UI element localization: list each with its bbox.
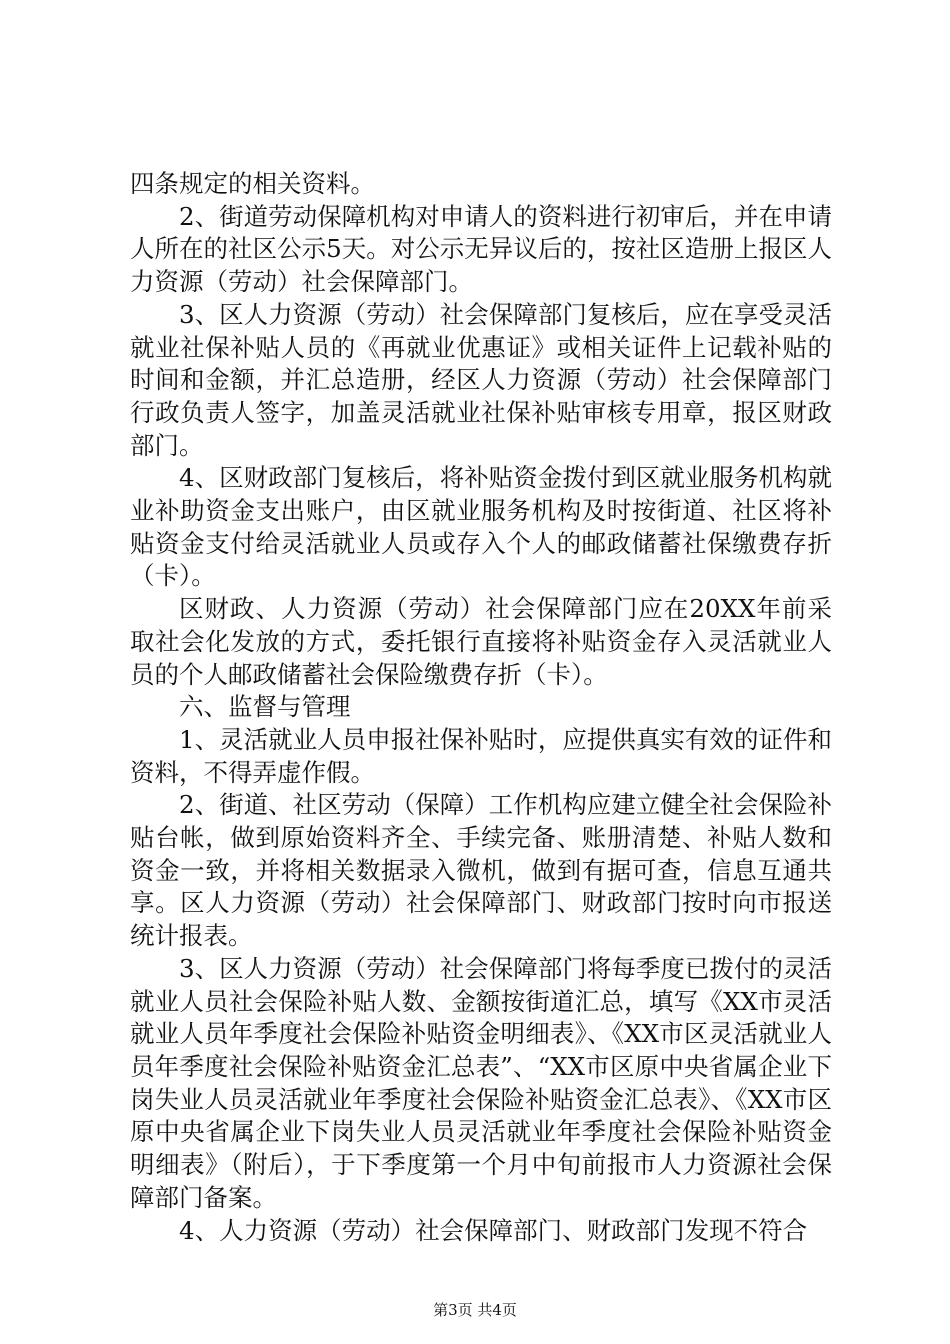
paragraph-item-4: 4、区财政部门复核后，将补贴资金拨付到区就业服务机构就业补助资金支出账户，由区就业服务机构及时按街道、社区将补贴资金支付给灵活就业人员或存入个人的邮政储蓄社保缴费存折（卡）。 [130, 463, 832, 591]
paragraph-item-1: 1、灵活就业人员申报社保补贴时，应提供真实有效的证件和资料，不得弄虚作假。 [130, 724, 832, 787]
document-body [130, 168, 832, 1247]
paragraph-item-2b: 2、街道、社区劳动（保障）工作机构应建立健全社会保险补贴台帐，做到原始资料齐全、手续完备、账册清楚、补贴人数和资金一致，并将相关数据录入微机，做到有据可查，信息互通共享。区人力资源（劳动）社会保障部门、财政部门按时向市报送统计报表。 [130, 790, 832, 951]
paragraph-item-3b: 3、区人力资源（劳动）社会保障部门将每季度已拨付的灵活就业人员社会保险补贴人数、金额按街道汇总，填写《XX市灵活就业人员年季度社会保险补贴资金明细表》、《XX市区灵活就业人员年季度社会保险补贴资金汇总表”、“XX市区原中央省属企业下岗失业人员灵活就业年季度社会保险补贴资金汇总表》、《XX市区原中央省属企业下岗失业人员灵活就业年季度社会保险补贴资金明细表》（附后），于下季度第一个月中旬前报市人力资源社会保障部门备案。 [130, 953, 832, 1212]
paragraph-item-3: 3、区人力资源（劳动）社会保障部门复核后，应在享受灵活就业社保补贴人员的《再就业优惠证》或相关证件上记载补贴的时间和金额，并汇总造册，经区人力资源（劳动）社会保障部门行政负责人签字，加盖灵活就业社保补贴审核专用章，报区财政部门。 [130, 299, 832, 460]
paragraph-item-4b: 4、人力资源（劳动）社会保障部门、财政部门发现不符合 [179, 1215, 808, 1245]
paragraph-note: 区财政、人力资源（劳动）社会保障部门应在20XX年前采取社会化发放的方式，委托银行直接将补贴资金存入灵活就业人员的个人邮政储蓄社会保险缴费存折（卡）。 [130, 594, 832, 689]
paragraph-item-2: 2、街道劳动保障机构对申请人的资料进行初审后，并在申请人所在的社区公示5天。对公示无异议后的，按社区造册上报区人力资源（劳动）社会保障部门。 [130, 201, 832, 297]
paragraph-continuation: 四条规定的相关资料。 [130, 169, 375, 198]
section-heading-6: 六、监督与管理 [179, 692, 351, 722]
page-number: 第3页 共4页 [433, 1301, 517, 1319]
